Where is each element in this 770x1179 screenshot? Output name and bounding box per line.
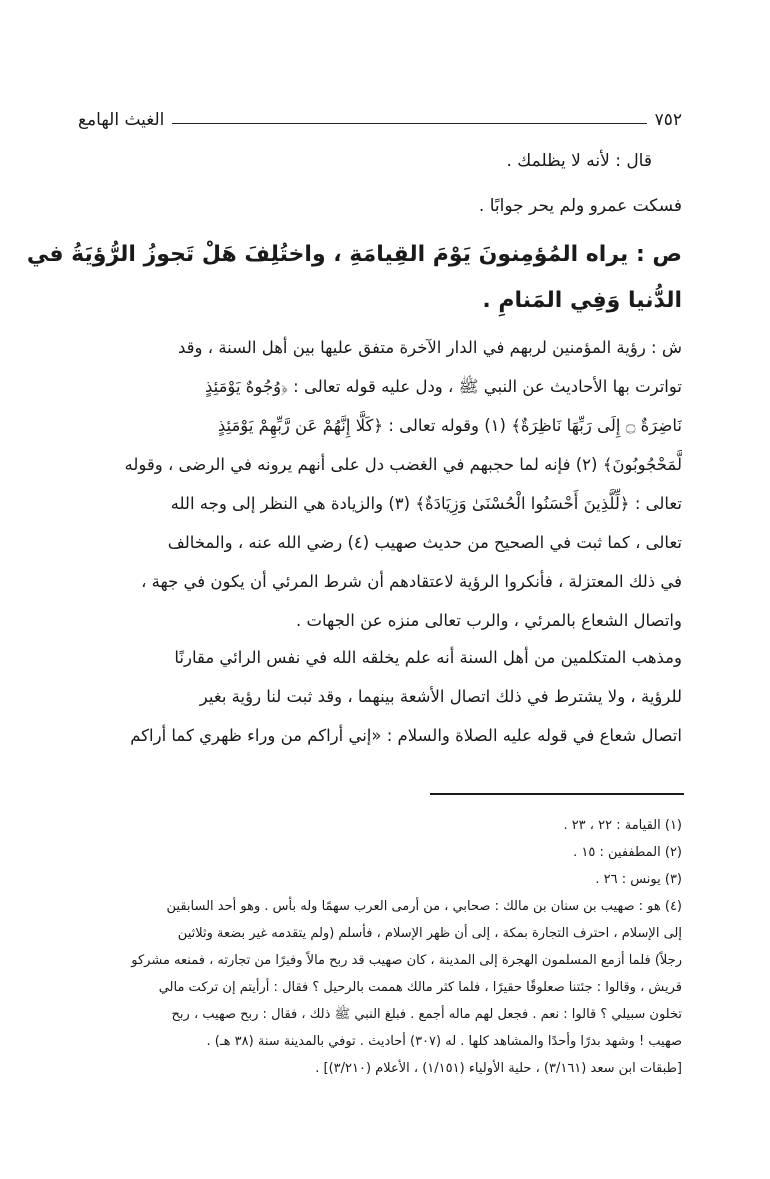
footnote: تخلون سبيلي ؟ قالوا : نعم . فجعل لهم ماله أجمع . فبلغ النبي ﷺ ذلك ، فقال : ربح صهيب ، ربح xyxy=(171,1007,682,1022)
footnote: (٤) هو : صهيب بن سنان بن مالك : صحابي ، من أرمى العرب سهمًا وله بأس . وهو أحد السابقين xyxy=(166,899,682,914)
footnote-separator xyxy=(430,793,684,795)
text-line: واتصال الشعاع بالمرئي ، والرب تعالى منزه عن الجهات . xyxy=(295,611,682,630)
text-line: تعالى ، كما ثبت في الصحيح من حديث صهيب (٤) رضي الله عنه ، والمخالف xyxy=(167,533,682,552)
matn-heading xyxy=(26,232,682,324)
page-number: ٧٥٢ xyxy=(654,110,682,130)
text-line: ومذهب المتكلمين من أهل السنة أنه علم يخلقه الله في نفس الرائي مقارنًا xyxy=(174,648,682,667)
heading-line-1: ص : يراه المُؤمِنونَ يَوْمَ القِيامَةِ ، واختُلِفَ هَلْ تَجوزُ الرُّؤيَةُ في xyxy=(26,242,682,267)
text-line: للرؤية ، ولا يشترط في ذلك اتصال الأشعة بينهما ، وقد ثبت لنا رؤية بغير xyxy=(199,687,682,706)
footnote: (٣) يونس : ٢٦ . xyxy=(595,872,682,887)
text-line: ش : رؤية المؤمنين لربهم في الدار الآخرة متفق عليها بين أهل السنة ، وقد xyxy=(177,338,682,357)
footnote: قريش ، وقالوا : جئتنا صعلوقًا حقيرًا ، فلما كثر مالك هممت بالرحيل ؟ فقال : أرأيتم إن تركت مالي xyxy=(158,980,682,995)
text-line: تواترت بها الأحاديث عن النبي ﷺ ، ودل عليه قوله تعالى : ﴿وُجُوهٌ يَوْمَئِذٍ xyxy=(204,377,682,396)
footnote: إلى الإسلام ، احترف التجارة بمكة ، إلى أن ظهر الإسلام ، فأسلم (ولم يتقدمه غير بضعة وثلاثين xyxy=(177,926,682,941)
commentary-paragraph-1 xyxy=(88,328,682,640)
header-rule xyxy=(172,123,646,124)
text-line: تعالى : ﴿لِّلَّذِينَ أَحْسَنُوا الْحُسْنَىٰ وَزِيَادَةٌ﴾ (٣) والزيادة هي النظر إلى وجه الله xyxy=(170,494,682,513)
footnote: (٢) المطففين : ١٥ . xyxy=(573,845,682,860)
text-line: لَّمَحْجُوبُونَ﴾ (٢) فإنه لما حجبهم في الغضب دل على أنهم يرونه في الرضى ، وقوله xyxy=(124,455,682,474)
footnote: [طبقات ابن سعد (٣/١٦١) ، حلية الأولياء (١/١٥١) ، الأعلام (٣/٢١٠)] . xyxy=(315,1061,682,1076)
heading-line-2: الدُّنيا وَفِي المَنامِ . xyxy=(482,288,682,313)
text-line: اتصال شعاع في قوله عليه الصلاة والسلام : «إني أراكم من وراء ظهري كما أراكم xyxy=(130,726,682,745)
footnote: (١) القيامة : ٢٢ ، ٢٣ . xyxy=(563,818,682,833)
commentary-paragraph-2 xyxy=(88,638,682,755)
dialogue-line-1: قال : لأنه لا يظلمك . xyxy=(506,151,652,171)
text-line: نَاضِرَةٌ ۝ إِلَى رَبِّهَا نَاظِرَةٌ﴾ (١) وقوله تعالى : ﴿كَلَّا إِنَّهُمْ عَن رَّبِّهِمْ يَوْمَئِذٍ xyxy=(217,416,682,435)
footnotes xyxy=(88,812,682,1082)
book-title: الغيث الهامع xyxy=(78,110,165,130)
footnote: صهيب ! وشهد بدرًا وأحدًا والمشاهد كلها . له (٣٠٧) أحاديث . توفي بالمدينة سنة (٣٨ هـ) . xyxy=(206,1034,682,1049)
text-line: في ذلك المعتزلة ، فأنكروا الرؤية لاعتقادهم أن شرط المرئي أن يكون في جهة ، xyxy=(141,572,682,591)
dialogue-line-2: فسكت عمرو ولم يحر جوابًا . xyxy=(478,196,682,216)
footnote: رجلاً) فلما أزمع المسلمون الهجرة إلى المدينة ، كان صهيب قد ربح مالاً وفيرًا من تجارته ، فمنعه مشركو xyxy=(131,953,682,968)
running-header xyxy=(78,100,682,136)
